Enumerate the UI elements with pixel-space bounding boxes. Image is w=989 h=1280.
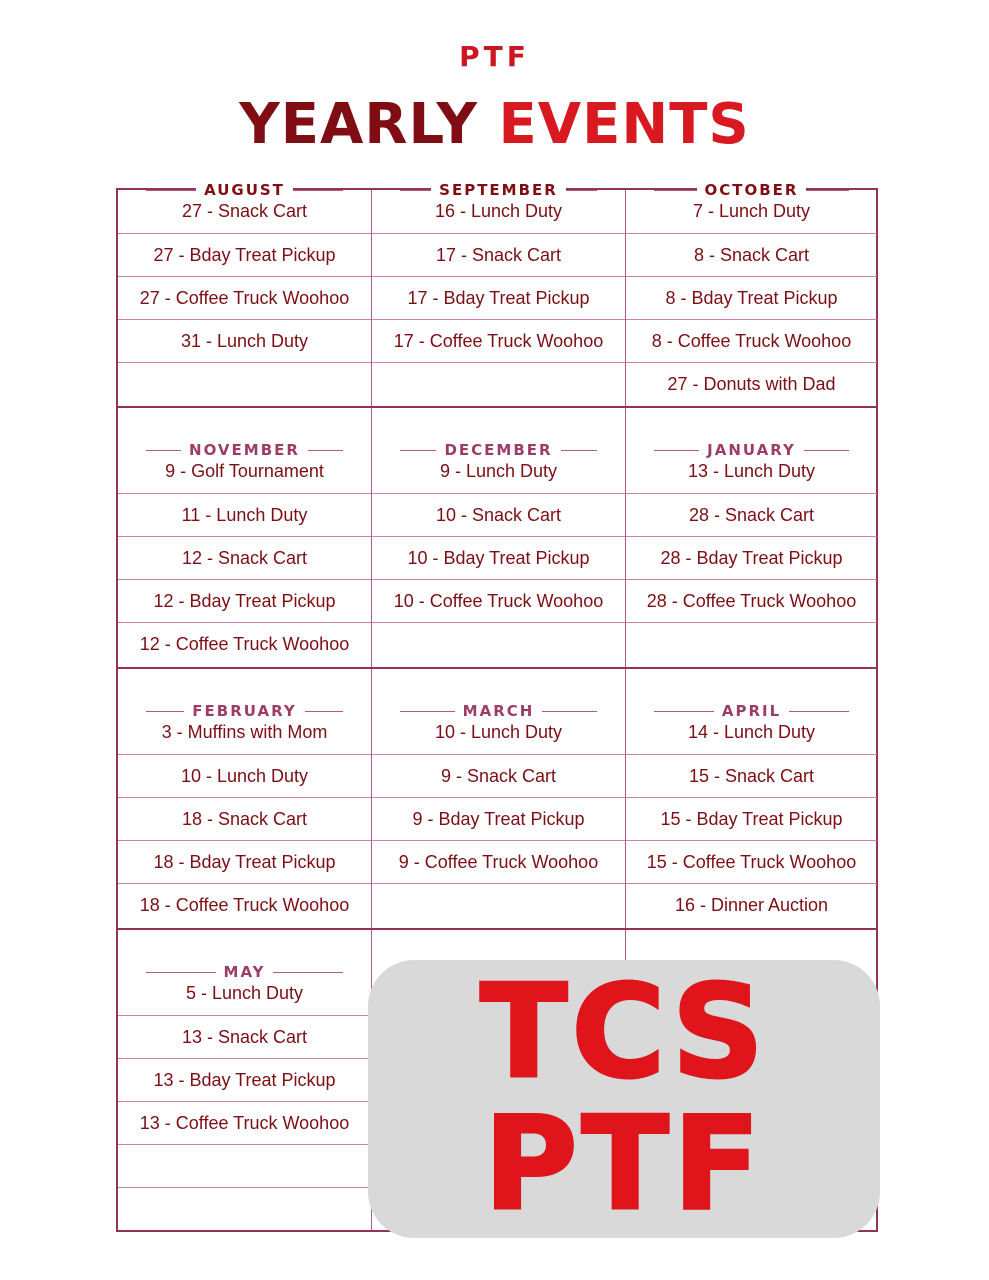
- event-row: 16 - Dinner Auction: [626, 883, 877, 926]
- month-heading: SEPTEMBER: [372, 181, 625, 199]
- event-row: 27 - Bday Treat Pickup: [118, 233, 371, 276]
- event-row: [372, 622, 625, 665]
- event-row: 8 - Bday Treat Pickup: [626, 276, 877, 319]
- event-row: 15 - Bday Treat Pickup: [626, 797, 877, 840]
- event-row: 28 - Coffee Truck Woohoo: [626, 579, 877, 622]
- event-row: 13 - Lunch Duty: [687, 461, 816, 481]
- event-row: 13 - Coffee Truck Woohoo: [118, 1101, 371, 1144]
- month-column-march: [371, 669, 625, 928]
- month-column-december: [371, 408, 625, 667]
- page-title: [0, 92, 989, 158]
- event-row: 9 - Coffee Truck Woohoo: [372, 840, 625, 883]
- event-row: 17 - Snack Cart: [372, 233, 625, 276]
- event-row: [118, 1144, 371, 1187]
- event-row: 17 - Bday Treat Pickup: [372, 276, 625, 319]
- event-row: 14 - Lunch Duty: [687, 722, 816, 742]
- event-row: [118, 1187, 371, 1230]
- event-row: 18 - Bday Treat Pickup: [118, 840, 371, 883]
- event-row: 9 - Snack Cart: [372, 754, 625, 797]
- event-row: 11 - Lunch Duty: [118, 493, 371, 536]
- event-row: 10 - Snack Cart: [372, 493, 625, 536]
- month-heading: DECEMBER: [372, 441, 625, 459]
- event-row: 10 - Lunch Duty: [434, 722, 563, 742]
- event-row: 8 - Coffee Truck Woohoo: [626, 319, 877, 362]
- event-row: 27 - Snack Cart: [181, 201, 308, 221]
- logo-line-1: TCS: [480, 958, 768, 1107]
- month-column-april: [625, 669, 877, 928]
- event-row: 28 - Snack Cart: [626, 493, 877, 536]
- event-row: 8 - Snack Cart: [626, 233, 877, 276]
- event-row: 17 - Coffee Truck Woohoo: [372, 319, 625, 362]
- month-column-may: [118, 930, 371, 1230]
- title-part-events: EVENTS: [498, 92, 750, 157]
- event-row: [372, 362, 625, 405]
- event-row: 13 - Snack Cart: [118, 1015, 371, 1058]
- event-row: 27 - Donuts with Dad: [626, 362, 877, 405]
- event-row: 18 - Coffee Truck Woohoo: [118, 883, 371, 926]
- event-row: 9 - Golf Tournament: [165, 461, 324, 481]
- event-row: 3 - Muffins with Mom: [161, 722, 328, 742]
- event-row: 28 - Bday Treat Pickup: [626, 536, 877, 579]
- month-heading: OCTOBER: [626, 181, 877, 199]
- month-column-september: [371, 181, 625, 406]
- event-row: 12 - Snack Cart: [118, 536, 371, 579]
- event-row: 9 - Bday Treat Pickup: [372, 797, 625, 840]
- event-row: 12 - Bday Treat Pickup: [118, 579, 371, 622]
- month-column-february: [118, 669, 371, 928]
- event-row: [372, 883, 625, 926]
- month-heading: APRIL: [626, 702, 877, 720]
- month-heading: NOVEMBER: [118, 441, 371, 459]
- month-heading: JANUARY: [626, 441, 877, 459]
- logo-line-2: PTF: [483, 1090, 765, 1239]
- event-row: 16 - Lunch Duty: [434, 201, 563, 221]
- month-heading: MAY: [118, 963, 371, 981]
- event-row: 10 - Coffee Truck Woohoo: [372, 579, 625, 622]
- event-row: 10 - Lunch Duty: [118, 754, 371, 797]
- event-row: 10 - Bday Treat Pickup: [372, 536, 625, 579]
- month-column-november: [118, 408, 371, 667]
- month-block-3: [118, 669, 876, 930]
- event-row: 27 - Coffee Truck Woohoo: [118, 276, 371, 319]
- month-column-january: [625, 408, 877, 667]
- month-column-october: [625, 181, 877, 406]
- title-part-yearly: YEARLY: [239, 92, 479, 157]
- event-row: 15 - Snack Cart: [626, 754, 877, 797]
- month-heading: MARCH: [372, 702, 625, 720]
- month-heading: AUGUST: [118, 181, 371, 199]
- event-row: 13 - Bday Treat Pickup: [118, 1058, 371, 1101]
- event-row: [118, 362, 371, 405]
- event-row: 18 - Snack Cart: [118, 797, 371, 840]
- event-row: 7 - Lunch Duty: [692, 201, 811, 221]
- event-row: 31 - Lunch Duty: [118, 319, 371, 362]
- month-block-2: [118, 408, 876, 669]
- logo-text: [368, 960, 880, 1238]
- month-block-1: [118, 181, 876, 408]
- tcs-ptf-logo: [368, 960, 880, 1238]
- subtitle: PTF: [459, 40, 530, 73]
- month-heading: FEBRUARY: [118, 702, 371, 720]
- event-row: 9 - Lunch Duty: [439, 461, 558, 481]
- event-row: 5 - Lunch Duty: [185, 983, 304, 1003]
- event-row: 15 - Coffee Truck Woohoo: [626, 840, 877, 883]
- month-column-august: [118, 181, 371, 406]
- event-row: [626, 622, 877, 665]
- event-row: 12 - Coffee Truck Woohoo: [118, 622, 371, 665]
